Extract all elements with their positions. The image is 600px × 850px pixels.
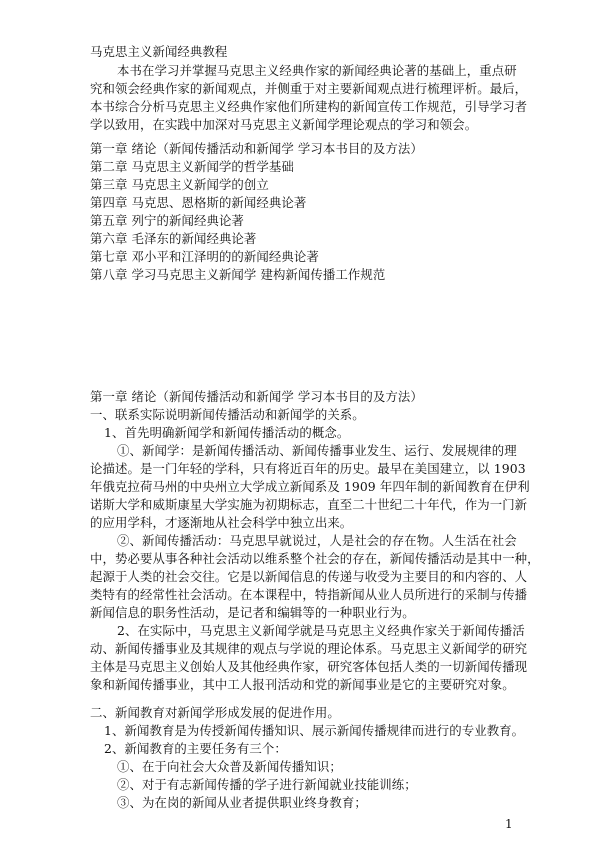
toc-entry: 第八章 学习马克思主义新闻学 建构新闻传播工作规范 <box>90 267 386 282</box>
paragraph-line: ①、新闻学：是新闻传播活动、新闻传播事业发生、运行、发展规律的理 <box>117 443 517 458</box>
paragraph-line: 的应用学科，才逐渐地从社会科学中独立出来。 <box>90 515 353 530</box>
toc-entry: 第五章 列宁的新闻经典论著 <box>90 213 244 228</box>
paragraph-line: 中，势必要从事各种社会活动以维系整个社会的存在，新闻传播活动是其中一种， <box>90 551 540 566</box>
paragraph-line: 类特有的经常性社会活动。在本课程中，特指新闻从业人员所进行的采制与传播 <box>90 587 528 602</box>
paragraph-line: 动、新闻传播事业及其规律的观点与学说的理论体系。马克思主义新闻学的研究 <box>90 641 528 656</box>
intro-line: 本书综合分析马克思主义经典作家他们所建构的新闻宣传工作规范，引导学习者 <box>90 99 528 114</box>
toc-entry: 第七章 邓小平和江泽明的的新闻经典论著 <box>90 249 319 264</box>
paragraph-line: 诺斯大学和威斯康星大学实施为初期标志，直至二十世纪二十年代，作为一门新 <box>90 497 528 512</box>
section-title: 二、新闻教育对新闻学形成发展的促进作用。 <box>90 705 340 720</box>
paragraph-line: ②、新闻传播活动：马克思早就说过，人是社会的存在物。人生活在社会 <box>117 533 517 548</box>
paragraph-line: 年俄克拉荷马州的中央州立大学成立新闻系及 1909 年四年制的新闻教育在伊利 <box>90 479 530 494</box>
section-title: 一、联系实际说明新闻传播活动和新闻学的关系。 <box>90 407 365 422</box>
paragraph-line: 2、新闻教育的主要任务有三个： <box>104 741 287 756</box>
toc-entry: 第一章 绪论（新闻传播活动和新闻学 学习本书目的及方法） <box>90 141 423 156</box>
list-item: ①、在于向社会大众普及新闻传播知识； <box>117 759 342 774</box>
intro-line: 本书在学习并掌握马克思主义经典作家的新闻经典论著的基础上，重点研 <box>117 63 517 78</box>
list-item: ②、对于有志新闻传播的学子进行新闻就业技能训练； <box>117 777 417 792</box>
chapter-heading: 第一章 绪论（新闻传播活动和新闻学 学习本书目的及方法） <box>90 389 423 404</box>
paragraph-line: 论描述。是一门年轻的学科，只有将近百年的历史。最早在美国建立，以 1903 <box>90 461 526 476</box>
paragraph-line: 1、新闻教育是为传授新闻传播知识、展示新闻传播规律而进行的专业教育。 <box>104 723 525 738</box>
list-item: ③、为在岗的新闻从业者提供职业终身教育； <box>117 795 367 810</box>
paragraph-line: 新闻信息的职务性活动，是记者和编辑等的一种职业行为。 <box>90 605 415 620</box>
paragraph-line: 2、在实际中，马克思主义新闻学就是马克思主义经典作家关于新闻传播活 <box>117 623 525 638</box>
intro-line: 学以致用，在实践中加深对马克思主义新闻学理论观点的学习和领会。 <box>90 117 478 132</box>
toc-entry: 第六章 毛泽东的新闻经典论著 <box>90 231 257 246</box>
toc-entry: 第二章 马克思主义新闻学的哲学基础 <box>90 159 294 174</box>
book-title: 马克思主义新闻经典教程 <box>90 44 228 59</box>
toc-entry: 第四章 马克思、恩格斯的新闻经典论著 <box>90 195 307 210</box>
intro-line: 究和领会经典作家的新闻观点，并侧重于对主要新闻观点进行梳理评析。最后， <box>90 81 528 96</box>
item-title: 1、首先明确新闻学和新闻传播活动的概念。 <box>104 425 350 440</box>
paragraph-line: 主体是马克思主义创始人及其他经典作家，研究客体包括人类的一切新闻传播现 <box>90 659 528 674</box>
paragraph-line: 象和新闻传播事业，其中工人报刊活动和党的新闻事业是它的主要研究对象。 <box>90 677 515 692</box>
paragraph-line: 起源于人类的社会交往。它是以新闻信息的传递与收受为主要目的和内容的、人 <box>90 569 528 584</box>
page-number: 1 <box>505 817 513 831</box>
toc-entry: 第三章 马克思主义新闻学的创立 <box>90 177 269 192</box>
